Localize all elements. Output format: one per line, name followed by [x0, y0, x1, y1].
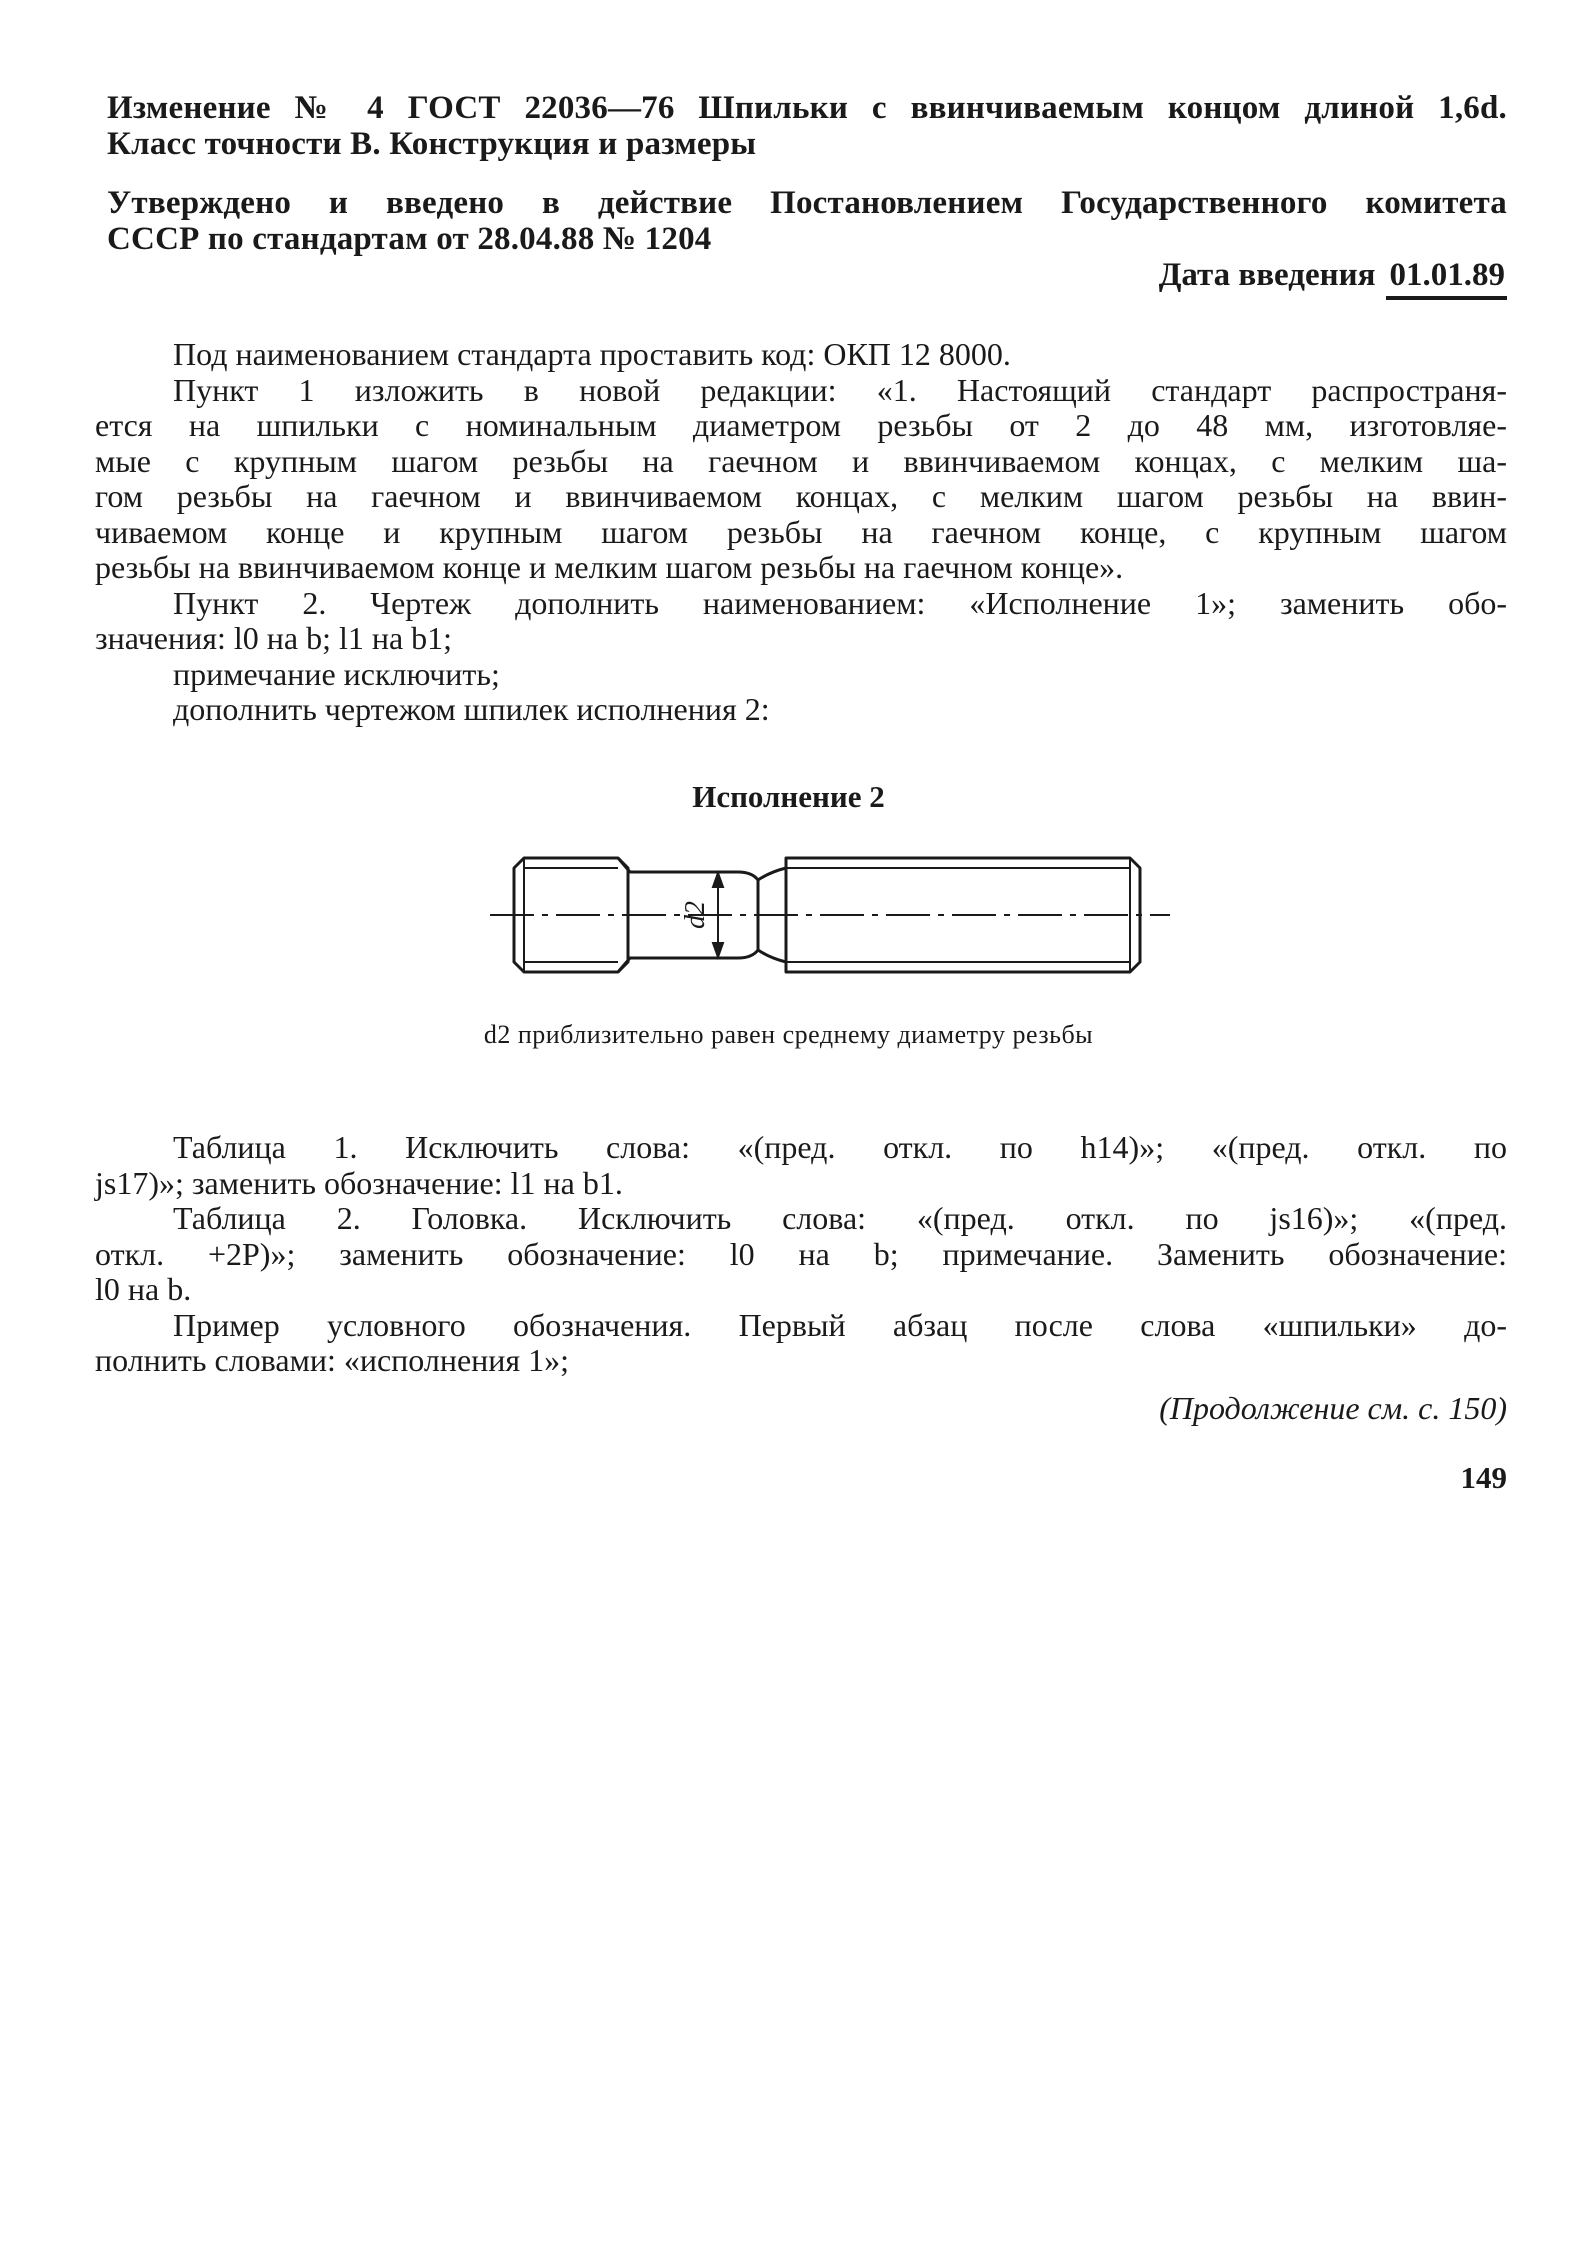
- text-line: Таблица 1. Исключить слова: «(пред. откл. по h14)»; «(пред. откл. по: [173, 1129, 1507, 1165]
- text-line: значения: l0 на b; l1 на b1;: [95, 620, 453, 656]
- page-number: 149: [1460, 1460, 1507, 1495]
- amendment-text-block-2: [95, 1130, 1507, 1379]
- text-line: мые с крупным шагом резьбы на гаечном и ввинчиваемом концах, с мелким ша-: [95, 442, 1507, 479]
- text-line: Под наименованием стандарта проставить код: ОКП 12 8000.: [173, 336, 1011, 372]
- text-line: Пункт 2. Чертеж дополнить наименованием: «Исполнение 1»; заменить обо-: [173, 584, 1507, 621]
- title-line-1: Изменение № 4 ГОСТ 22036—76 Шпильки с ввинчиваемым концом длиной 1,6d.: [107, 90, 1507, 126]
- drawing-title: Исполнение 2: [692, 779, 885, 814]
- text-line: резьбы на ввинчиваемом конце и мелким шагом резьбы на гаечном конце».: [95, 549, 1124, 585]
- text-line: Таблица 2. Головка. Исключить слова: «(пред. откл. по js16)»; «(пред.: [173, 1200, 1507, 1236]
- amendment-text-block-1: [95, 337, 1507, 728]
- approval-statement: [107, 185, 1507, 257]
- text-line: Пункт 1 изложить в новой редакции: «1. Настоящий стандарт распространя-: [173, 371, 1507, 408]
- amendment-title: [107, 90, 1507, 162]
- effective-date: [107, 256, 1507, 300]
- d2-label: d2: [680, 901, 711, 929]
- text-line: чиваемом конце и крупным шагом резьбы на гаечном конце, с крупным шагом: [95, 513, 1507, 550]
- stud-drawing: [490, 840, 1170, 990]
- approval-line-1: Утверждено и введено в действие Постановлением Государственного комитета: [107, 185, 1507, 221]
- drawing-caption: d2 приблизительно равен среднему диаметру резьбы: [483, 1020, 1094, 1049]
- text-line: примечание исключить;: [173, 655, 500, 692]
- text-line: Пример условного обозначения. Первый абзац после слова «шпильки» до-: [173, 1306, 1507, 1343]
- text-line: l0 на b.: [95, 1271, 192, 1307]
- effective-date-label: Дата введения: [1158, 257, 1376, 293]
- effective-date-value: 01.01.89: [1386, 256, 1508, 300]
- text-line: откл. +2P)»; заменить обозначение: l0 на b; примечание. Заменить обозначение:: [95, 1235, 1507, 1272]
- title-line-2: Класс точности В. Конструкция и размеры: [107, 126, 757, 162]
- approval-line-2: СССР по стандартам от 28.04.88 № 1204: [107, 221, 712, 257]
- text-line: полнить словами: «исполнения 1»;: [95, 1342, 570, 1378]
- text-line: гом резьбы на гаечном и ввинчиваемом концах, с мелким шагом резьбы на ввин-: [95, 478, 1507, 514]
- text-line: ется на шпильки с номинальным диаметром резьбы от 2 до 48 мм, изготовляе-: [95, 407, 1507, 443]
- text-line: js17)»; заменить обозначение: l1 на b1.: [95, 1164, 623, 1201]
- text-line: дополнить чертежом шпилек исполнения 2:: [173, 691, 770, 727]
- continuation-note: (Продолжение см. с. 150): [1159, 1390, 1507, 1426]
